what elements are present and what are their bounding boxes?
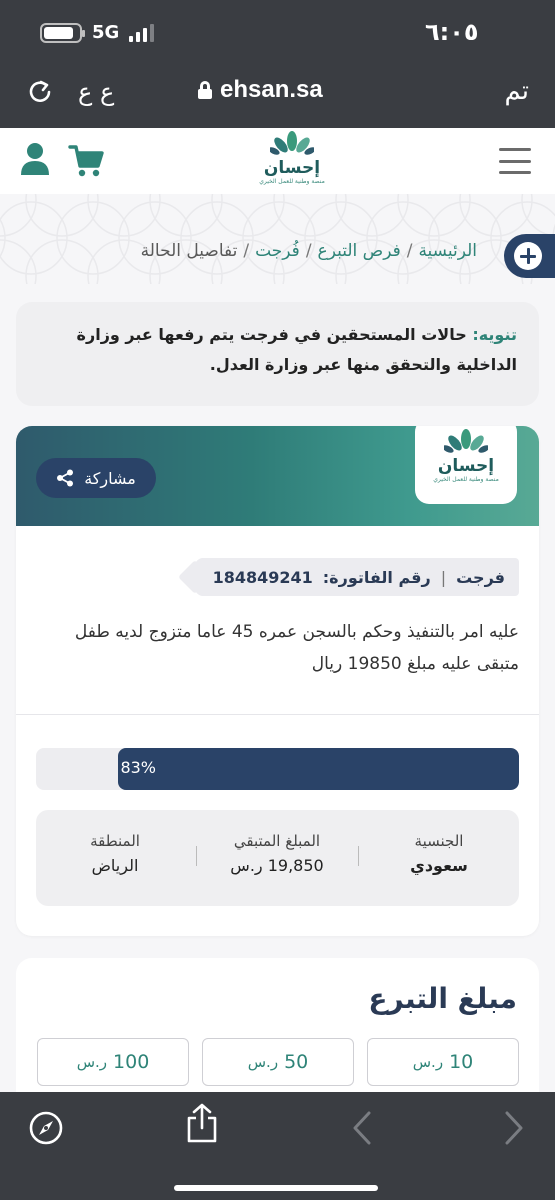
case-category: فرجت: [456, 567, 505, 587]
notice-box: [16, 302, 539, 406]
brand-name: إحسان: [263, 158, 321, 178]
stat-value: الرياض: [91, 856, 139, 875]
amount-button-50[interactable]: 50 ر.س: [202, 1038, 354, 1086]
url-text: ehsan.sa: [220, 76, 323, 103]
case-logo-tagline: منصة وطنية للعمل الخيري: [433, 476, 499, 483]
text-size-button[interactable]: ع ع: [78, 78, 115, 106]
amount-button-100[interactable]: 100 ر.س: [37, 1038, 189, 1086]
done-button[interactable]: تم: [504, 76, 529, 106]
stat-label: الجنسية: [414, 832, 464, 850]
home-indicator: [174, 1185, 378, 1191]
share-icon: [56, 469, 74, 487]
breadcrumb-donation-opportunities[interactable]: فرص التبرع: [317, 241, 401, 261]
floating-add-button[interactable]: [504, 234, 555, 278]
plus-icon: [514, 242, 542, 270]
user-icon[interactable]: [20, 142, 50, 176]
lock-icon: [198, 81, 212, 99]
stat-separator: [358, 846, 359, 866]
amount-button-10[interactable]: 10 ر.س: [367, 1038, 519, 1086]
reload-icon[interactable]: [26, 78, 54, 106]
network-type: 5G: [92, 22, 120, 43]
case-card: [16, 426, 539, 936]
stat-region: [35, 832, 195, 875]
breadcrumb-current: تفاصيل الحالة: [140, 241, 238, 261]
case-description: عليه امر بالتنفيذ وحكم بالسجن عمره 45 عاما متزوج لديه طفل متبقى عليه مبلغ 19850 ريال: [74, 622, 519, 674]
share-button[interactable]: [36, 458, 156, 498]
compass-icon[interactable]: [28, 1110, 64, 1146]
breadcrumb-furijat[interactable]: فُرجت: [255, 241, 300, 261]
menu-icon[interactable]: [499, 148, 531, 174]
share-sheet-icon[interactable]: [184, 1102, 220, 1144]
case-stats: [36, 810, 519, 906]
brand-logo[interactable]: [252, 130, 332, 185]
stat-label: المبلغ المتبقي: [233, 832, 321, 850]
breadcrumb: الرئيسية/فرص التبرع/فُرجت/تفاصيل الحالة: [140, 241, 477, 261]
breadcrumb-home[interactable]: الرئيسية: [418, 241, 477, 261]
stat-value: 19,850 ر.س: [230, 856, 324, 875]
forward-icon[interactable]: [502, 1110, 526, 1146]
status-bar: [0, 0, 555, 62]
stat-separator: [196, 846, 197, 866]
cart-icon[interactable]: [68, 144, 104, 178]
back-icon[interactable]: [350, 1110, 374, 1146]
invoice-label: رقم الفاتورة:: [322, 567, 431, 587]
notice-label: تنويه:: [472, 325, 517, 344]
signal-icon: [129, 24, 154, 42]
brand-tagline: منصة وطنية للعمل الخيري: [259, 178, 325, 185]
stat-label: المنطقة: [90, 832, 140, 850]
leaves-icon: [444, 428, 488, 456]
case-tag: فرجت | رقم الفاتورة: 184849241: [195, 558, 519, 596]
share-label: مشاركة: [84, 468, 136, 488]
status-time: ٦:٠٥: [425, 18, 479, 46]
browser-toolbar: [0, 62, 555, 128]
case-logo: [415, 426, 517, 504]
progress-bar: [36, 748, 519, 790]
stat-value: سعودي: [410, 856, 468, 875]
browser-bottom-toolbar: [0, 1092, 555, 1200]
divider: [16, 714, 539, 715]
site-header: [0, 128, 555, 194]
invoice-number: 184849241: [212, 567, 313, 587]
battery-icon: [40, 23, 82, 43]
decorative-pattern: [0, 194, 555, 284]
case-logo-name: إحسان: [437, 456, 495, 476]
stat-nationality: [359, 832, 519, 875]
address-bar[interactable]: [198, 76, 323, 104]
donation-title: مبلغ التبرع: [368, 982, 517, 1015]
status-indicators: [40, 22, 154, 43]
stat-remaining-amount: [197, 832, 357, 875]
progress-fill: [118, 748, 519, 790]
leaves-icon: [270, 130, 314, 158]
notice-text: حالات المستحقين في فرجت يتم رفعها عبر وزارة الداخلية والتحقق منها عبر وزارة العدل.: [76, 325, 517, 374]
progress-label: 83%: [120, 758, 156, 777]
